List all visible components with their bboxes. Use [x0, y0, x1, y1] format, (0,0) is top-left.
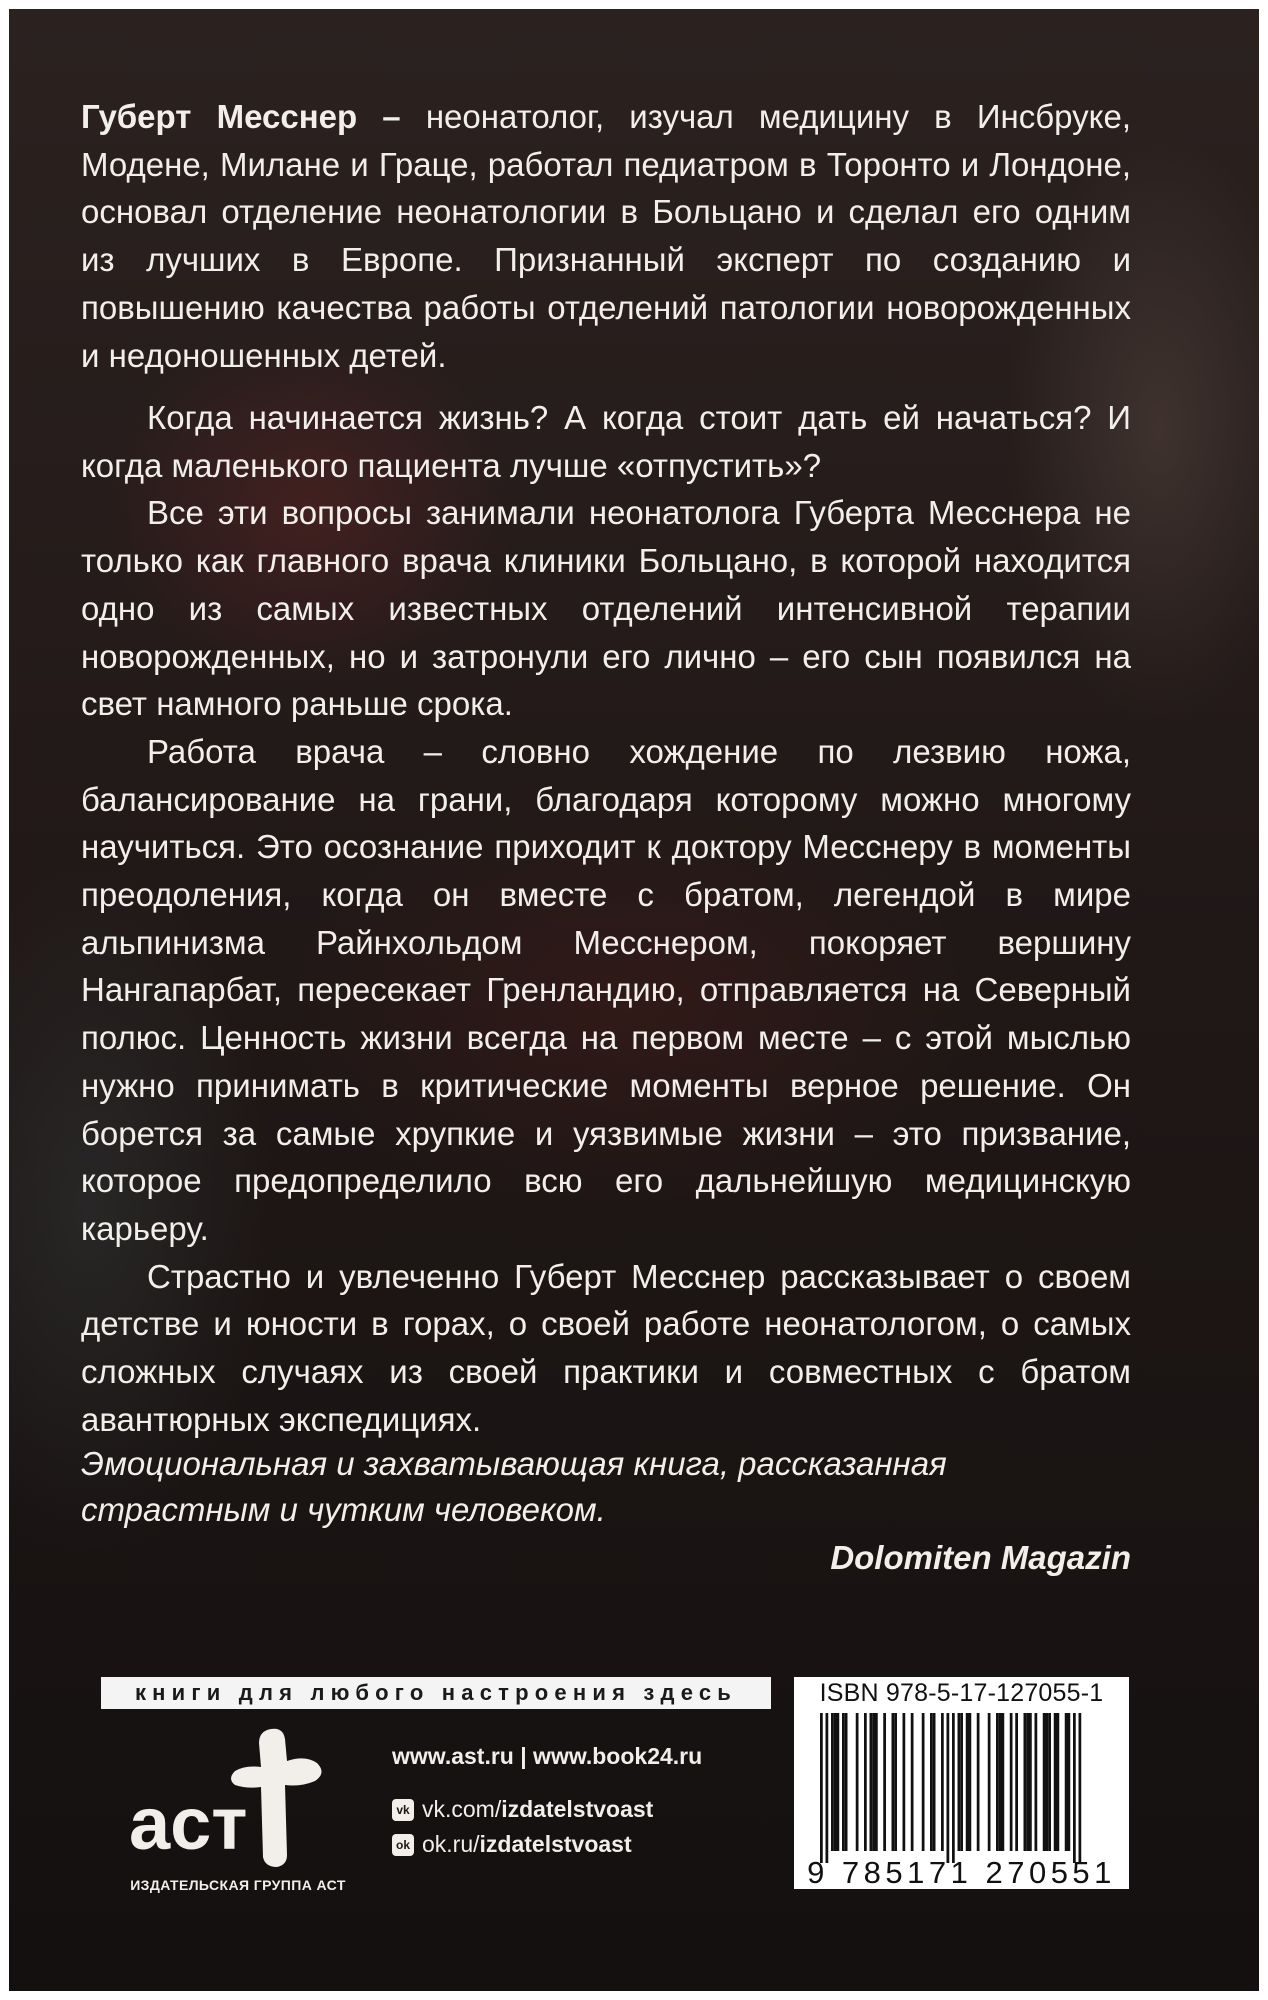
author-bio	[81, 93, 1131, 379]
barcode-bar	[892, 1713, 895, 1851]
barcode-bar	[1057, 1713, 1060, 1851]
vk-link-handle: izdatelstvoast	[501, 1796, 654, 1822]
barcode-bar	[837, 1713, 840, 1851]
barcode-guard-bar	[952, 1713, 955, 1863]
barcode-bar	[1048, 1713, 1051, 1851]
vk-link-prefix: vk.com/	[422, 1796, 502, 1822]
barcode-bar	[1043, 1713, 1046, 1851]
book-description	[81, 394, 1131, 1443]
barcode-bar	[969, 1713, 972, 1851]
barcode-bar	[1035, 1713, 1038, 1851]
barcode-bar	[977, 1713, 980, 1851]
barcode-bar	[834, 1713, 837, 1851]
barcode-bar	[872, 1713, 875, 1851]
barcode-bar	[1002, 1713, 1005, 1851]
barcode-bar	[1026, 1713, 1029, 1851]
barcode-bar	[930, 1713, 933, 1851]
barcode-bar	[966, 1713, 969, 1851]
barcode-guard-bar	[947, 1713, 950, 1863]
barcode-bar	[870, 1713, 873, 1851]
barcode-bar	[933, 1713, 936, 1851]
ok-link[interactable]	[392, 1831, 702, 1858]
barcode-bar	[842, 1713, 845, 1851]
barcode-bar	[911, 1713, 914, 1851]
publisher-name: ИЗДАТЕЛЬСКАЯ ГРУППА АСТ	[130, 1877, 346, 1893]
barcode-guard-bar	[1079, 1713, 1082, 1863]
ast-logo	[121, 1721, 351, 1871]
publisher-links	[392, 1743, 702, 1866]
vk-link[interactable]	[392, 1796, 702, 1823]
website-links[interactable]: www.ast.ru | www.book24.ru	[392, 1743, 703, 1769]
barcode-bar	[1029, 1713, 1032, 1851]
barcode-bar	[960, 1713, 963, 1851]
vk-icon: vk	[392, 1799, 414, 1821]
barcode-bar	[922, 1713, 925, 1851]
description-paragraph: Работа врача – словно хождение по лезвию ножа, балансирование на грани, благодаря которому можно многому научиться. Это осознание приходит к доктору Месснеру в моменты преодоления, когда он вместе с братом, легендой в мире альпинизма Райнхольдом Месснером, покоряет вершину Нангапарбат, пересекает Гренландию, отправляется на Северный полюс. Ценность жизни всегда на первом месте – с этой мыслью нужно принимать в критические моменты верное решение. Он борется за самые хрупкие и уязвимые жизни – это призвание, которое предопределило всю его дальнейшую медицинскую карьеру.	[81, 732, 1131, 1247]
barcode-guard-bar	[826, 1713, 829, 1863]
barcode-bar	[988, 1713, 991, 1851]
barcode-bar	[1010, 1713, 1013, 1851]
review-quote: Эмоциональная и захватывающая книга, рассказанная страстным и чутким человеком.	[81, 1445, 947, 1528]
barcode-bar	[958, 1713, 961, 1851]
barcode-bar	[1015, 1713, 1018, 1851]
barcode-bar	[903, 1713, 906, 1851]
barcode-bar	[875, 1713, 878, 1851]
barcode-bar	[864, 1713, 867, 1851]
ok-icon: ok	[392, 1834, 414, 1856]
barcode-bar	[1054, 1713, 1057, 1851]
barcode-bar	[845, 1713, 848, 1851]
barcode-digits: 9 785171 270551	[807, 1855, 1116, 1890]
barcode-bar	[831, 1713, 834, 1851]
author-bio-text: неонатолог, изучал медицину в Инсбруке, Модене, Милане и Граце, работал педиатром в Торонто и Лондоне, основал отделение неонатологии в Больцано и сделал его одним из лучших в Европе. Признанный эксперт по созданию и повышению качества работы отделений патологии новорожденных и недоношенных детей.	[81, 98, 1131, 374]
barcode-bar	[856, 1713, 859, 1851]
barcode-guard-bar	[1073, 1713, 1076, 1863]
barcode-guard-bar	[820, 1713, 823, 1863]
barcode-bar	[941, 1713, 944, 1851]
back-cover	[9, 9, 1259, 1991]
barcode-bar	[1065, 1713, 1068, 1851]
description-paragraph: Когда начинается жизнь? А когда стоит дать ей начаться? И когда маленького пациента лучше «отпустить»?	[81, 399, 1131, 484]
isbn-barcode	[794, 1677, 1129, 1889]
ast-logo-text: аст	[129, 1782, 248, 1865]
barcode-bar	[883, 1713, 886, 1851]
barcode-bar	[999, 1713, 1002, 1851]
barcode-bar	[1024, 1713, 1027, 1851]
author-name: Губерт Месснер –	[81, 98, 401, 135]
ok-link-prefix: ok.ru/	[422, 1831, 480, 1857]
description-paragraph: Все эти вопросы занимали неонатолога Губерта Месснера не только как главного врача клиники Больцано, в которой находится одно из самых известных отделений интенсивной терапии новорожденных, но и затронули его лично – его сын появился на свет намного раньше срока.	[81, 494, 1131, 723]
description-paragraph: Страстно и увлеченно Губерт Месснер рассказывает о своем детстве и юности в горах, о своей работе неонатологом, о самых сложных случаях из своей практики и совместных с братом авантюрных экспедициях.	[81, 1257, 1131, 1438]
barcode-bar	[996, 1713, 999, 1851]
barcode-bar	[1046, 1713, 1049, 1851]
barcode-bar	[894, 1713, 897, 1851]
barcode-bar	[1068, 1713, 1071, 1851]
publisher-slogan: книги для любого настроения здесь	[101, 1677, 771, 1709]
ok-link-handle: izdatelstvoast	[479, 1831, 632, 1857]
isbn-number: ISBN 978-5-17-127055-1	[819, 1679, 1104, 1707]
review-source: Dolomiten Magazin	[830, 1539, 1131, 1576]
